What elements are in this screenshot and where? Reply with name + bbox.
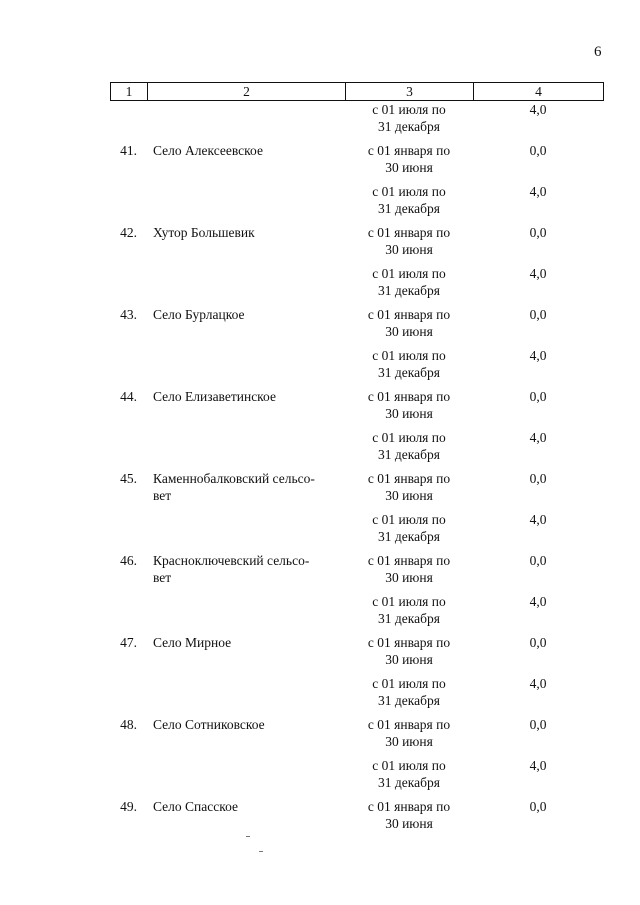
rate-value: 4,0	[529, 676, 547, 691]
row-number	[0, 593, 137, 634]
header-cell-1: 1	[111, 83, 148, 101]
period	[345, 511, 473, 552]
period-line: с 01 января по	[367, 143, 451, 158]
settlement-name	[137, 388, 345, 429]
period-line: 30 июня	[385, 816, 433, 831]
settlement-name-line: Село Сотниковское	[153, 717, 265, 732]
settlement-name	[137, 470, 345, 511]
table-row	[0, 552, 640, 593]
settlement-name	[137, 552, 345, 593]
period-line: 31 декабря	[378, 529, 440, 544]
header-cell-2: 2	[148, 83, 346, 101]
period-line: 30 июня	[385, 570, 433, 585]
row-number: 46.	[120, 553, 137, 568]
header-row	[111, 83, 604, 101]
period-line: 31 декабря	[378, 365, 440, 380]
period	[345, 757, 473, 798]
settlement-name-line: Село Мирное	[153, 635, 232, 650]
period-line: 30 июня	[385, 488, 433, 503]
table-row	[0, 429, 640, 470]
settlement-name-line: Каменнобалковский сельсо-	[153, 471, 315, 486]
rate-value: 4,0	[529, 266, 547, 281]
period-line: 30 июня	[385, 406, 433, 421]
period-line: 30 июня	[385, 652, 433, 667]
row-number	[0, 183, 137, 224]
scan-mark	[246, 836, 250, 837]
rate-value: 0,0	[529, 307, 547, 322]
settlement-name	[137, 798, 345, 839]
period-line: с 01 июля по	[372, 266, 446, 281]
table-row	[0, 388, 640, 429]
period	[345, 347, 473, 388]
settlement-name	[137, 716, 345, 757]
rate-value: 4,0	[529, 184, 547, 199]
period-line: с 01 июля по	[372, 348, 446, 363]
period-line: 31 декабря	[378, 119, 440, 134]
period	[345, 798, 473, 839]
period-line: 31 декабря	[378, 283, 440, 298]
table-row	[0, 265, 640, 306]
settlement-name	[137, 634, 345, 675]
settlement-name-line: Хутор Большевик	[153, 225, 255, 240]
period	[345, 224, 473, 265]
row-number	[0, 101, 137, 142]
period	[345, 306, 473, 347]
rate-value: 4,0	[529, 594, 547, 609]
period-line: 30 июня	[385, 324, 433, 339]
period-line: с 01 июля по	[372, 758, 446, 773]
period-line: 31 декабря	[378, 611, 440, 626]
period-line: с 01 июля по	[372, 102, 446, 117]
period-line: с 01 января по	[367, 717, 451, 732]
period-line: с 01 января по	[367, 635, 451, 650]
table-row	[0, 593, 640, 634]
period-line: 30 июня	[385, 734, 433, 749]
period	[345, 101, 473, 142]
row-number: 44.	[120, 389, 137, 404]
row-number	[0, 347, 137, 388]
settlement-name-line: Село Елизаветинское	[153, 389, 276, 404]
settlement-name-line: вет	[153, 488, 172, 503]
period-line: с 01 июля по	[372, 184, 446, 199]
settlement-name	[137, 347, 345, 388]
period	[345, 429, 473, 470]
period-line: 30 июня	[385, 242, 433, 257]
table-row	[0, 306, 640, 347]
rate-value: 4,0	[529, 512, 547, 527]
settlement-name-line: Село Алексеевское	[153, 143, 263, 158]
period-line: с 01 января по	[367, 389, 451, 404]
settlement-name	[137, 224, 345, 265]
period	[345, 634, 473, 675]
period-line: 31 декабря	[378, 775, 440, 790]
rate-value: 4,0	[529, 102, 547, 117]
period	[345, 265, 473, 306]
table-row	[0, 511, 640, 552]
row-number: 49.	[120, 799, 137, 814]
table-row	[0, 716, 640, 757]
row-number	[0, 757, 137, 798]
row-number	[0, 265, 137, 306]
period-line: с 01 июля по	[372, 430, 446, 445]
period-line: 31 декабря	[378, 447, 440, 462]
rate-value: 0,0	[529, 143, 547, 158]
header-cell-3: 3	[346, 83, 474, 101]
period-line: 31 декабря	[378, 201, 440, 216]
rate-value: 0,0	[529, 389, 547, 404]
row-number: 43.	[120, 307, 137, 322]
table-row	[0, 757, 640, 798]
table-row	[0, 224, 640, 265]
table-row	[0, 675, 640, 716]
period-line: с 01 января по	[367, 225, 451, 240]
settlement-name	[137, 593, 345, 634]
table-row	[0, 470, 640, 511]
settlement-name	[137, 183, 345, 224]
period-line: с 01 января по	[367, 553, 451, 568]
settlement-name-line: Село Спасское	[153, 799, 239, 814]
rate-value: 0,0	[529, 553, 547, 568]
period-line: с 01 января по	[367, 471, 451, 486]
settlement-name	[137, 306, 345, 347]
settlement-name	[137, 429, 345, 470]
row-number: 41.	[120, 143, 137, 158]
settlement-name-line: вет	[153, 570, 172, 585]
settlement-name-line: Село Бурлацкое	[153, 307, 245, 322]
rate-value: 4,0	[529, 348, 547, 363]
rate-value: 0,0	[529, 471, 547, 486]
settlement-name	[137, 101, 345, 142]
table-row	[0, 101, 640, 142]
row-number	[0, 429, 137, 470]
period-line: с 01 января по	[367, 307, 451, 322]
rate-value: 4,0	[529, 758, 547, 773]
row-number	[0, 675, 137, 716]
period	[345, 470, 473, 511]
table-body	[0, 101, 640, 839]
rate-value: 0,0	[529, 225, 547, 240]
table-row	[0, 347, 640, 388]
period	[345, 142, 473, 183]
period-line: 30 июня	[385, 160, 433, 175]
scan-mark	[259, 851, 263, 852]
settlement-name-line: Красноключевский сельсо-	[153, 553, 310, 568]
period	[345, 552, 473, 593]
period	[345, 388, 473, 429]
settlement-name	[137, 265, 345, 306]
period-line: с 01 июля по	[372, 594, 446, 609]
period	[345, 593, 473, 634]
period	[345, 716, 473, 757]
row-number: 45.	[120, 471, 137, 486]
settlement-name	[137, 511, 345, 552]
period	[345, 183, 473, 224]
table-header	[110, 82, 604, 101]
period-line: 31 декабря	[378, 693, 440, 708]
rate-value: 0,0	[529, 717, 547, 732]
row-number: 48.	[120, 717, 137, 732]
table-row	[0, 634, 640, 675]
settlement-name	[137, 142, 345, 183]
table-row	[0, 798, 640, 839]
period-line: с 01 июля по	[372, 512, 446, 527]
table-row	[0, 142, 640, 183]
page-number: 6	[594, 44, 602, 60]
row-number	[0, 511, 137, 552]
settlement-name	[137, 675, 345, 716]
rate-value: 0,0	[529, 799, 547, 814]
table-row	[0, 183, 640, 224]
row-number: 47.	[120, 635, 137, 650]
rate-value: 0,0	[529, 635, 547, 650]
rate-value: 4,0	[529, 430, 547, 445]
period	[345, 675, 473, 716]
period-line: с 01 января по	[367, 799, 451, 814]
header-cell-4: 4	[474, 83, 604, 101]
period-line: с 01 июля по	[372, 676, 446, 691]
row-number: 42.	[120, 225, 137, 240]
settlement-name	[137, 757, 345, 798]
